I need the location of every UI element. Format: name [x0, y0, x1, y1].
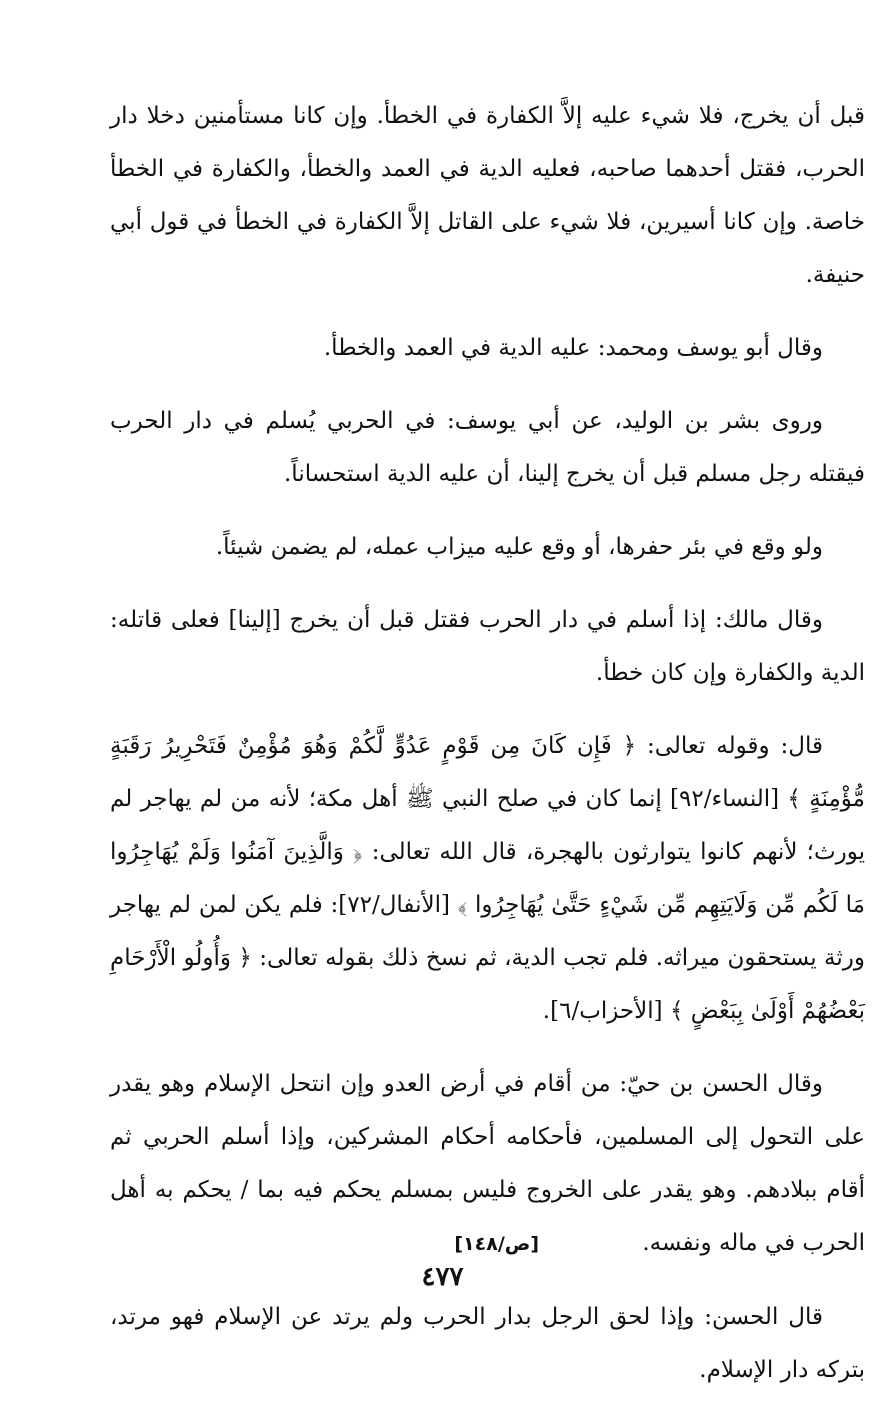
- body-text: [110, 90, 865, 1417]
- paragraph-2: وقال أبو يوسف ومحمد: عليه الدية في العمد والخطأ.: [323, 335, 823, 361]
- paragraph-5: وقال مالك: إذا أسلم في دار الحرب فقتل قبل أن يخرج [إلينا] فعلى قاتله: الدية والكفارة وإن كان خطأ.: [110, 607, 865, 686]
- paragraph-1: قبل أن يخرج، فلا شيء عليه إلاَّ الكفارة في الخطأ. وإن كانا مستأمنين دخلا دار الحرب، فقتل أحدهما صاحبه، فعليه الدية في العمد والخطأ، والكفارة في الخطأ خاصة. وإن كانا أسيرين، فلا شيء على القاتل إلاَّ الكفارة في الخطأ في قول أبي حنيفة.: [110, 103, 865, 288]
- paragraph-3: وروى بشر بن الوليد، عن أبي يوسف: في الحربي يُسلم في دار الحرب فيقتله رجل مسلم قبل أن يخرج إلينا، أن عليه الدية استحساناً.: [110, 408, 865, 487]
- paragraph-4: ولو وقع في بئر حفرها، أو وقع عليه ميزاب عمله، لم يضمن شيئاً.: [215, 534, 823, 560]
- paragraph-6: قال: وقوله تعالى: ﴿ فَإِن كَانَ مِن قَوْمٍ عَدُوٍّ لَّكُمْ وَهُوَ مُؤْمِنٌ فَتَحْرِيرُ رَقَبَةٍ مُّؤْمِنَةٍ ﴾ [النساء/٩٢] إنما كان في صلح النبي ﷺ أهل مكة؛ لأنه من لم يهاجر لم يورث؛ لأنهم كانوا يتوارثون بالهجرة، قال الله تعالى: ﴿ وَالَّذِينَ آمَنُوا وَلَمْ يُهَاجِرُوا مَا لَكُم مِّن وَلَايَتِهِم مِّن شَيْءٍ حَتَّىٰ يُهَاجِرُوا ﴾ [الأنفال/٧٢]: فلم يكن لمن لم يهاجر ورثة يستحقون ميراثه. فلم تجب الدية، ثم نسخ ذلك بقوله تعالى: ﴿ وَأُولُو الْأَرْحَامِ بَعْضُهُمْ أَوْلَىٰ بِبَعْضٍ ﴾ [الأحزاب/٦].: [110, 733, 866, 1024]
- page-number: ٤٧٧: [421, 1262, 464, 1292]
- paragraph-8: قال الحسن: وإذا لحق الرجل بدار الحرب ولم يرتد عن الإسلام فهو مرتد، بتركه دار الإسلام.: [110, 1304, 865, 1383]
- paragraph-7-text: وقال الحسن بن حيّ: من أقام في أرض العدو وإن انتحل الإسلام وهو يقدر على التحول إلى المسلمين، فأحكامه أحكام المشركين، وإذا أسلم الحربي ثم أقام ببلادهم. وهو يقدر على الخروج فليس بمسلم يحكم فيه بما / يحكم به أهل الحرب في ماله ونفسه.: [110, 1071, 865, 1256]
- paragraph-7: [110, 1058, 865, 1271]
- marginal-page-reference: [ص/١٤٨]: [454, 1233, 540, 1255]
